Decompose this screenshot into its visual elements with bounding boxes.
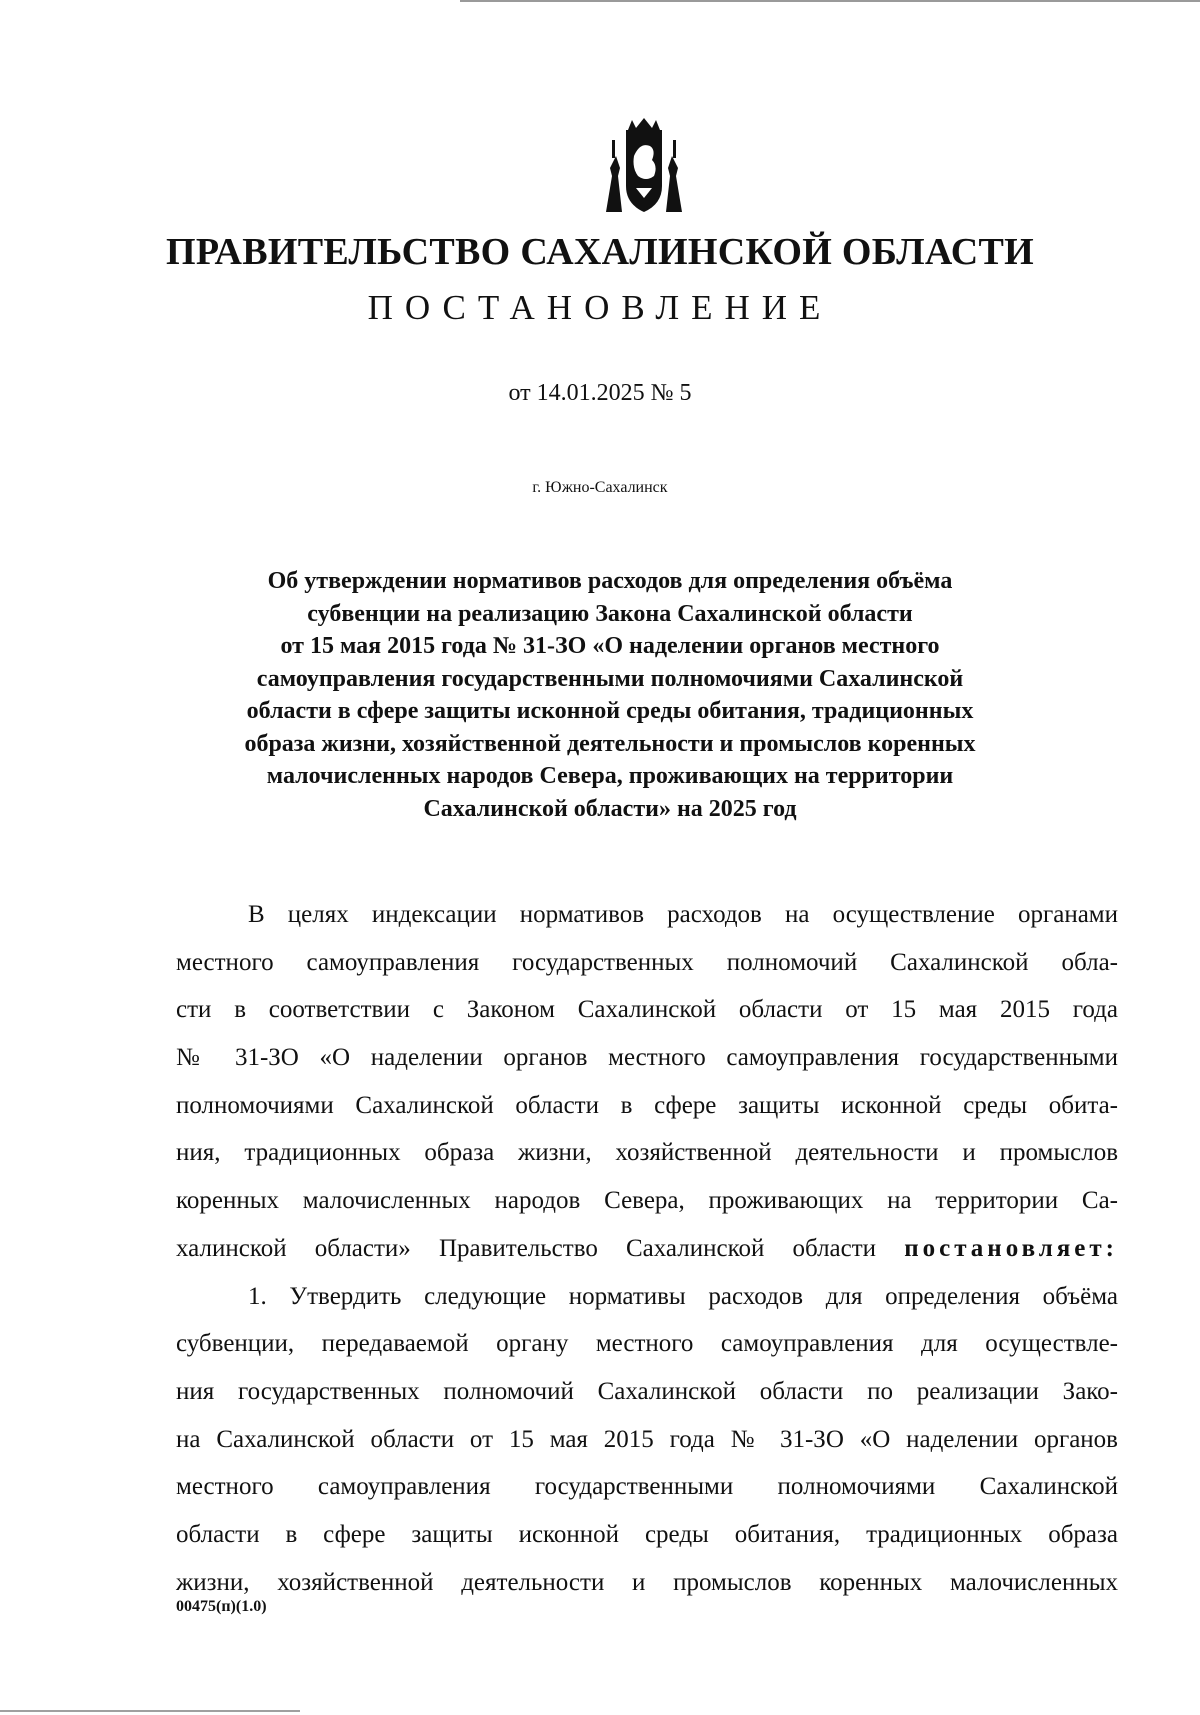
body-line: сти в соответствии с Законом Сахалинской области от 15 мая 2015 года xyxy=(176,996,1118,1024)
body-line: полномочиями Сахалинской области в сфере защиты исконной среды обита- xyxy=(176,1091,1118,1119)
body-line: области в сфере защиты исконной среды обитания, традиционных образа xyxy=(176,1520,1118,1548)
government-title: ПРАВИТЕЛЬСТВО САХАЛИНСКОЙ ОБЛАСТИ xyxy=(166,231,1034,273)
body-line: № 31-ЗО «О наделении органов местного самоуправления государственными xyxy=(176,1044,1118,1072)
document-date-number: от 14.01.2025 № 5 xyxy=(508,380,692,406)
body-line: местного самоуправления государственными полномочиями Сахалинской xyxy=(176,1473,1118,1501)
body-line-with-resolution xyxy=(176,1225,1118,1273)
body-line-text: халинской области» Правительство Сахалинской области xyxy=(176,1234,877,1262)
body-line: на Сахалинской области от 15 мая 2015 года № 31-ЗО «О наделении органов xyxy=(176,1425,1118,1453)
body-line: В целях индексации нормативов расходов на осуществление органами xyxy=(248,901,1118,928)
resolves-word: постановляет: xyxy=(904,1234,1118,1262)
document-body xyxy=(176,891,1118,1606)
scan-edge-line xyxy=(0,1710,300,1712)
body-line: местного самоуправления государственных полномочий Сахалинской обла- xyxy=(176,948,1118,976)
sakhalin-coat-of-arms-icon xyxy=(598,116,690,216)
body-line: 1. Утвердить следующие нормативы расходов для определения объёма xyxy=(248,1282,1118,1310)
body-line: ния государственных полномочий Сахалинской области по реализации Зако- xyxy=(176,1377,1118,1405)
subject-line: субвенции на реализацию Закона Сахалинской области xyxy=(307,600,913,627)
body-line: коренных малочисленных народов Севера, проживающих на территории Са- xyxy=(176,1187,1118,1215)
subject-line: Сахалинской области» на 2025 год xyxy=(423,795,797,822)
body-line: ния, традиционных образа жизни, хозяйственной деятельности и промыслов xyxy=(176,1139,1118,1167)
subject-line: малочисленных народов Севера, проживающих на территории xyxy=(266,763,954,789)
document-subject xyxy=(210,565,1010,825)
body-line: субвенции, передаваемой органу местного самоуправления для осуществле- xyxy=(176,1330,1118,1358)
document-type: ПОСТАНОВЛЕНИЕ xyxy=(367,288,833,327)
body-line: жизни, хозяйственной деятельности и промыслов коренных малочисленных xyxy=(176,1568,1118,1596)
subject-line: области в сфере защиты исконной среды обитания, традиционных xyxy=(246,698,974,724)
subject-line: от 15 мая 2015 года № 31-ЗО «О наделении органов местного xyxy=(280,633,940,659)
subject-line: Об утверждении нормативов расходов для определения объёма xyxy=(267,568,953,594)
scan-edge-line xyxy=(460,0,1200,2)
document-city: г. Южно-Сахалинск xyxy=(532,479,668,496)
subject-line: образа жизни, хозяйственной деятельности и промыслов коренных xyxy=(244,730,976,757)
subject-line: самоуправления государственными полномочиями Сахалинской xyxy=(256,665,964,692)
form-code: 00475(п)(1.0) xyxy=(176,1598,267,1615)
